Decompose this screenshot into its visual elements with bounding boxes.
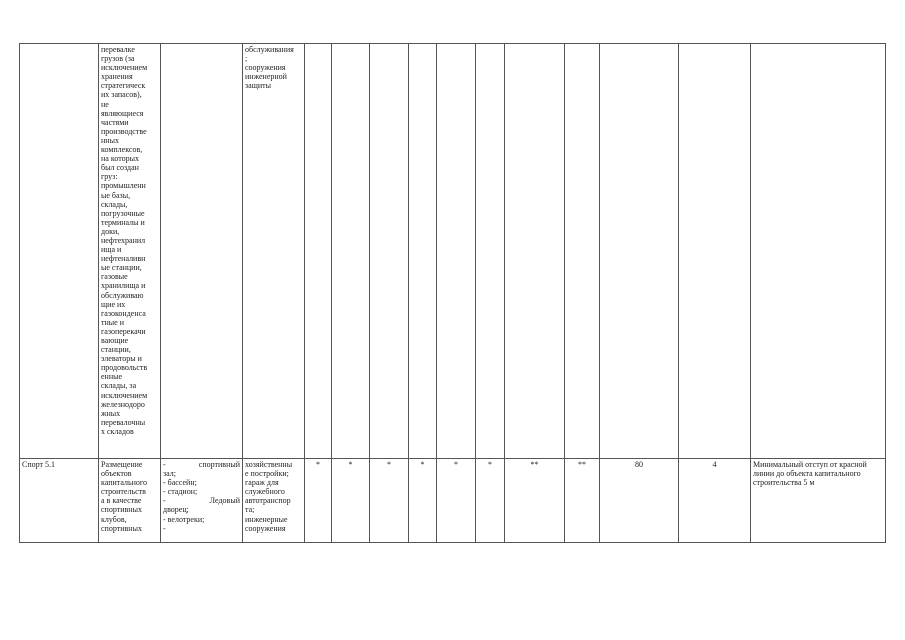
- main-use-line: [163, 460, 240, 469]
- text-line: не: [101, 99, 109, 109]
- text-line: Размещение: [101, 460, 143, 469]
- text-line: жных: [101, 408, 121, 418]
- cell-empty: [305, 44, 332, 459]
- cell-param: 4: [679, 459, 751, 543]
- text-line: нефтеналивн: [101, 254, 146, 264]
- text-line: исключением: [101, 390, 148, 400]
- text-line: газоперекачи: [101, 326, 146, 336]
- text-line: груз:: [101, 172, 118, 182]
- cell-param: *: [409, 459, 437, 543]
- text-line: хранения: [101, 72, 133, 82]
- main-use-left: -: [163, 523, 166, 533]
- cell-param: **: [565, 459, 600, 543]
- text-line: енные: [101, 372, 123, 382]
- text-line: спортивных: [101, 523, 142, 533]
- text-line: элеваторы и: [101, 354, 142, 364]
- text-line: комплексов,: [101, 145, 143, 155]
- text-line: газовые: [101, 272, 128, 282]
- cell-empty: [679, 44, 751, 459]
- cell-description: [99, 44, 161, 459]
- text-line: строительств: [101, 487, 146, 497]
- text-line: ые базы,: [101, 190, 131, 200]
- cell-empty: [20, 44, 99, 459]
- main-use-left: - велотреки;: [163, 514, 205, 524]
- main-use-right: Ледовый: [209, 496, 240, 506]
- text-line: инженерные: [245, 514, 288, 524]
- text-line: спортивных: [101, 505, 142, 515]
- main-use-left: зал;: [163, 469, 176, 479]
- main-use-left: -: [163, 460, 166, 469]
- text-line: перевалочны: [101, 417, 146, 427]
- text-line: тные и: [101, 317, 124, 327]
- text-line: погрузочные: [101, 208, 145, 218]
- main-use-left: -: [163, 496, 166, 506]
- main-use-line: [163, 478, 240, 487]
- text-line: сооружения: [245, 63, 286, 73]
- text-line: нефтехранил: [101, 235, 146, 245]
- text-line: служебного: [245, 487, 285, 497]
- text-line: ища и: [101, 245, 122, 255]
- text-line: промышленн: [101, 181, 146, 191]
- text-line: гараж для: [245, 478, 279, 488]
- text-line: перевалке: [101, 45, 135, 54]
- text-line: та;: [245, 505, 255, 515]
- main-use-right: спортивный: [198, 460, 240, 469]
- main-use-line: [163, 496, 240, 505]
- cell-empty: [565, 44, 600, 459]
- text-line: автотранспор: [245, 496, 291, 506]
- main-use-line: [163, 505, 240, 514]
- text-line: х складов: [101, 426, 134, 436]
- cell-param: *: [370, 459, 409, 543]
- text-line: терминалы и: [101, 217, 145, 227]
- text-line: сооружения: [245, 523, 286, 533]
- main-use-left: - бассейн;: [163, 478, 197, 488]
- table-row: [20, 44, 886, 459]
- cell-param: *: [437, 459, 476, 543]
- cell-param: *: [305, 459, 332, 543]
- text-line: защиты: [245, 81, 272, 91]
- text-line: хранилища и: [101, 281, 146, 291]
- cell-empty: [332, 44, 370, 459]
- text-line: инженерной: [245, 72, 287, 82]
- text-line: склады, за: [101, 381, 137, 391]
- cell-empty: [476, 44, 505, 459]
- text-line: станции,: [101, 345, 131, 355]
- main-use-line: [163, 524, 240, 533]
- cell-zone-name: Спорт 5.1: [20, 459, 99, 543]
- cell-param: *: [332, 459, 370, 543]
- text-line: был создан: [101, 163, 139, 173]
- text-line: стратегическ: [101, 81, 146, 91]
- text-line: клубов,: [101, 514, 127, 524]
- cell-param: 80: [600, 459, 679, 543]
- text-line: доки,: [101, 226, 120, 236]
- text-line: объектов: [101, 469, 132, 479]
- cell-empty: [409, 44, 437, 459]
- regulations-table: [19, 43, 886, 543]
- cell-empty: [370, 44, 409, 459]
- text-line: являющиеся: [101, 108, 144, 118]
- text-line: хозяйственны: [245, 460, 293, 469]
- text-line: газоконденса: [101, 308, 146, 318]
- text-line: склады,: [101, 199, 128, 209]
- text-line: ые станции,: [101, 263, 142, 273]
- text-line: производстве: [101, 126, 147, 136]
- text-line: капитального: [101, 478, 147, 488]
- cell-note: Минимальный отступ от красной линии до объекта капитального строительства 5 м: [751, 459, 886, 543]
- cell-description: [99, 459, 161, 543]
- cell-main-uses: [161, 459, 243, 543]
- cell-param: *: [476, 459, 505, 543]
- main-use-line: [163, 487, 240, 496]
- text-line: на которых: [101, 154, 139, 164]
- text-line: нных: [101, 135, 119, 145]
- text-line: продовольств: [101, 363, 148, 373]
- cell-param: **: [505, 459, 565, 543]
- main-use-line: [163, 515, 240, 524]
- text-line: а в качестве: [101, 496, 142, 506]
- text-line: ;: [245, 54, 248, 64]
- text-line: вающие: [101, 336, 129, 345]
- text-line: обслуживаю: [101, 290, 144, 300]
- cell-aux-uses: [243, 459, 305, 543]
- main-use-left: - стадион;: [163, 487, 198, 497]
- text-line: обслуживания: [245, 45, 294, 54]
- text-line: щие их: [101, 299, 126, 309]
- cell-aux-uses: [243, 44, 305, 459]
- cell-empty: [751, 44, 886, 459]
- text-line: частями: [101, 117, 129, 127]
- main-use-left: дворец;: [163, 505, 189, 515]
- text-line: е постройки;: [245, 469, 289, 479]
- text-line: грузов (за: [101, 54, 135, 64]
- table-row: [20, 459, 886, 543]
- text-line: исключением: [101, 63, 148, 73]
- cell-empty: [600, 44, 679, 459]
- text-line: их запасов),: [101, 90, 142, 100]
- cell-empty: [437, 44, 476, 459]
- text-line: железнодоро: [101, 399, 145, 409]
- cell-empty: [161, 44, 243, 459]
- cell-empty: [505, 44, 565, 459]
- main-use-line: [163, 469, 240, 478]
